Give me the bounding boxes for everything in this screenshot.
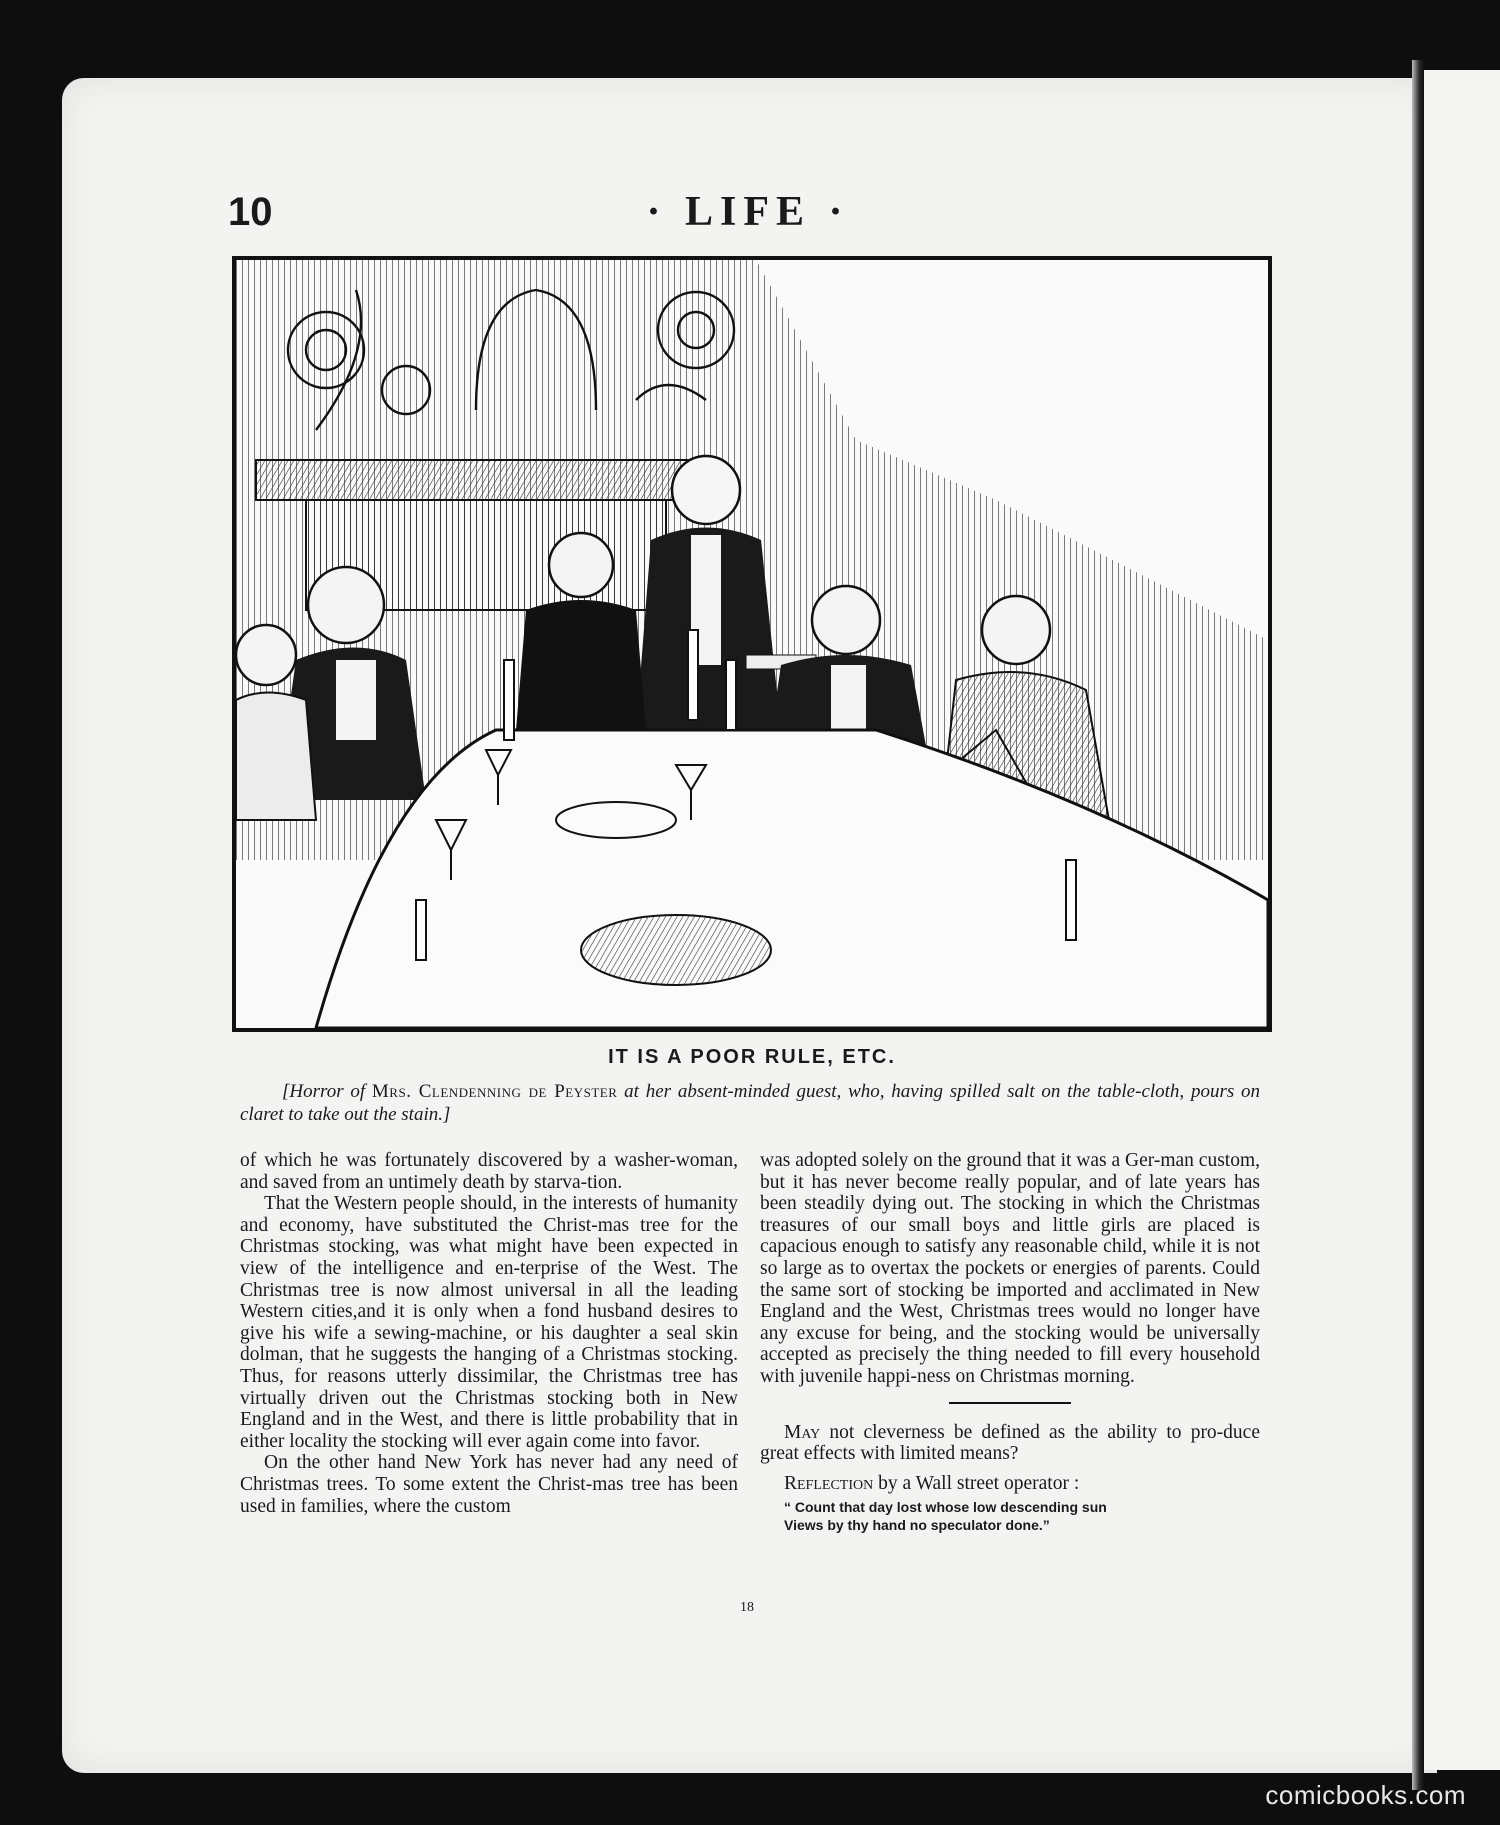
article-paragraph: On the other hand New York has never had any need of Christmas trees. To some extent the Christ-mas tree has been used in families, where the custom: [240, 1452, 738, 1517]
watermark: comicbooks.com: [1265, 1780, 1466, 1810]
reflection-lead: Reflection: [784, 1472, 874, 1494]
article-paragraph: was adopted solely on the ground that it was a Ger-man custom, but it has never become really popular, and of late years has been steadily dying out. The stocking in which the Christmas treasures of our small boys and little girls are placed is capacious enough to satisfy any reasonable child, while it is not so large as to overtax the pockets or energies of parents. Could the same sort of stocking be imported and acclimated in New England and the West, Christmas trees would no longer have any excuse for being, and the stocking would be universally accepted as precisely the thing needed to fill every household with juvenile happi-ness on Christmas morning.: [760, 1150, 1260, 1387]
quote-line: Views by thy hand no speculator done.”: [784, 1517, 1050, 1534]
caption-rest: at her absent-minded guest, who, having spilled salt on the table-cloth, pours on claret to take out the stain.]: [240, 1081, 1261, 1125]
paragraph-text: not cleverness be defined as the ability to pro-duce great effects with limited means?: [760, 1421, 1260, 1465]
folio-number: 18: [740, 1600, 754, 1615]
reflection-text: by a Wall street operator :: [873, 1472, 1080, 1494]
cleverness-paragraph: [760, 1422, 1260, 1465]
article-column-right: [760, 1150, 1260, 1534]
page-number: 10: [228, 190, 273, 234]
engraving-image: [236, 260, 1268, 1028]
illustration-title: IT IS A POOR RULE, ETC.: [608, 1046, 896, 1068]
section-divider: [949, 1402, 1071, 1404]
article-paragraph: That the Western people should, in the interests of humanity and economy, have substituted the Christ-mas tree for the Christmas stocking, was what might have been expected in view of the intelligence and en-terprise of the West. The Christmas tree is now almost universal in all the leading Western cities,and it is only when a fond husband desires to give his wife a sewing-machine, or his daughter a seal skin dolman, that he suggests the hanging of a Christmas stocking. Thus, for reasons utterly dissimilar, the Christmas tree has virtually driven out the Christmas stocking both in New England and in the West, and there is little probability that in either locality the stocking will ever again come into favor.: [240, 1193, 738, 1452]
masthead-title: · LIFE ·: [646, 189, 850, 235]
quote-line: “ Count that day lost whose low descending sun: [784, 1499, 1107, 1516]
binding-spine: [1412, 60, 1424, 1790]
article-paragraph: of which he was fortunately discovered by a washer-woman, and saved from an untimely death by starva-tion.: [240, 1150, 738, 1193]
article-column-left: [240, 1150, 738, 1517]
illustration-caption: [240, 1080, 1260, 1126]
dinner-party-illustration: [232, 256, 1272, 1032]
caption-name: Mrs. Clendenning de Peyster: [371, 1081, 618, 1102]
adjacent-page-edge: [1424, 70, 1500, 1770]
caption-open: [Horror of: [282, 1081, 372, 1102]
page-header: [228, 190, 1268, 250]
reflection-paragraph: [760, 1473, 1260, 1495]
verse-quote: [760, 1498, 1260, 1534]
paragraph-lead: May: [784, 1421, 821, 1443]
